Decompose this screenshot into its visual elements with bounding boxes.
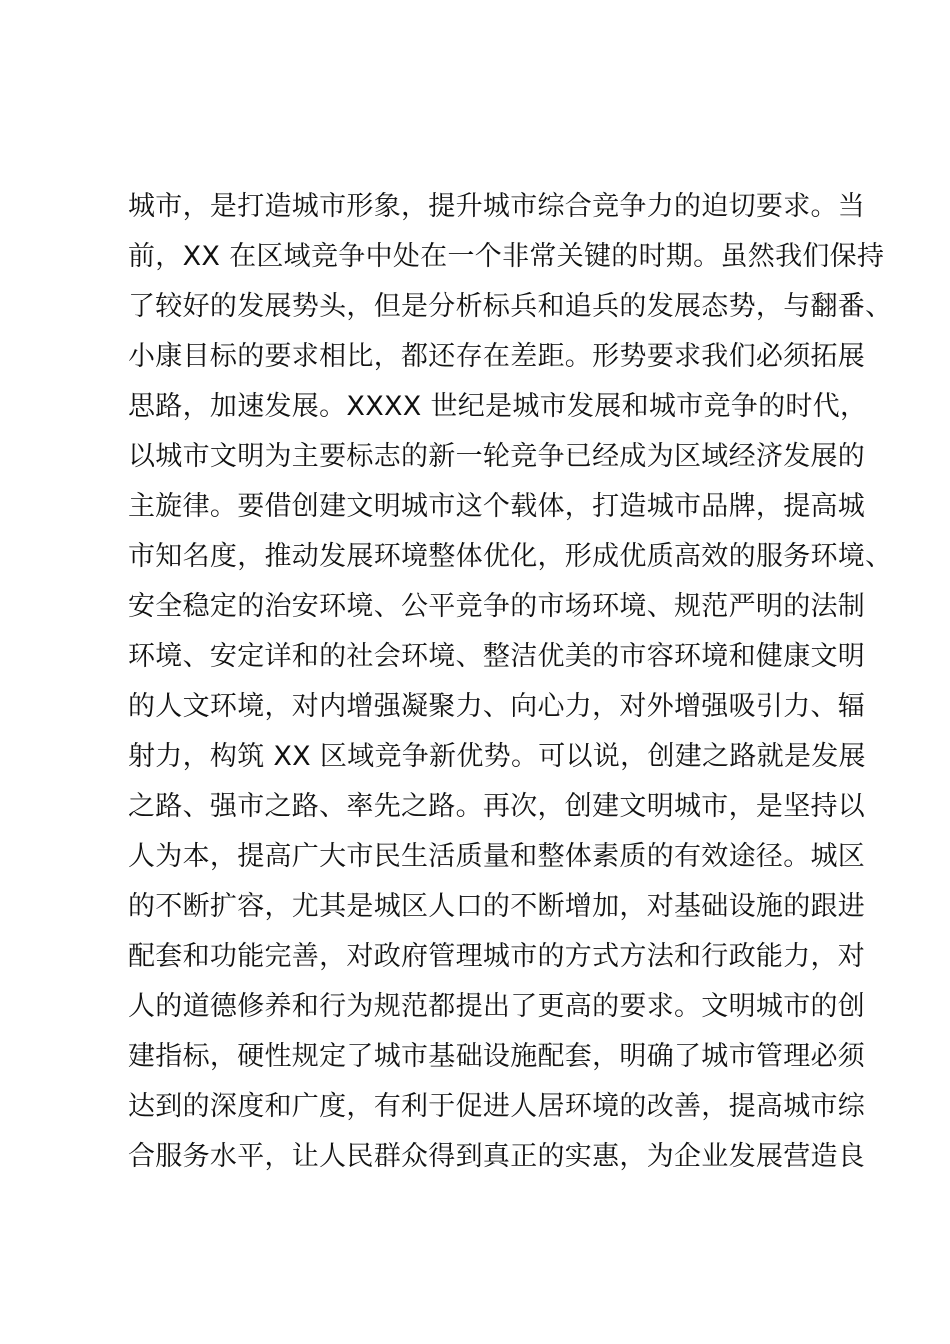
text-line: 配套和功能完善，对政府管理城市的方式方法和行政能力，对	[128, 941, 866, 972]
text-line: 思路，加速发展。XXXX 世纪是城市发展和城市竞争的时代，	[128, 391, 868, 422]
text-line: 城市，是打造城市形象，提升城市综合竞争力的迫切要求。当	[128, 191, 866, 222]
text-line: 以城市文明为主要标志的新一轮竞争已经成为区域经济发展的	[128, 441, 866, 472]
body-text	[128, 182, 893, 1182]
text-line: 建指标，硬性规定了城市基础设施配套，明确了城市管理必须	[128, 1041, 866, 1072]
text-line: 合服务水平，让人民群众得到真正的实惠，为企业发展营造良	[128, 1141, 866, 1172]
text-line: 安全稳定的治安环境、公平竞争的市场环境、规范严明的法制	[128, 591, 866, 622]
text-line: 了较好的发展势头，但是分析标兵和追兵的发展态势，与翻番、	[128, 291, 893, 322]
text-line: 的人文环境，对内增强凝聚力、向心力，对外增强吸引力、辐	[128, 691, 866, 722]
text-line: 小康目标的要求相比，都还存在差距。形势要求我们必须拓展	[128, 341, 866, 372]
text-line: 人为本，提高广大市民生活质量和整体素质的有效途径。城区	[128, 841, 866, 872]
text-line: 射力，构筑 XX 区域竞争新优势。可以说，创建之路就是发展	[128, 741, 866, 772]
text-line: 环境、安定详和的社会环境、整洁优美的市容环境和健康文明	[128, 641, 866, 672]
text-line: 前，XX 在区域竞争中处在一个非常关键的时期。虽然我们保持	[128, 241, 885, 272]
text-line: 之路、强市之路、率先之路。再次，创建文明城市，是坚持以	[128, 791, 866, 822]
text-line: 人的道德修养和行为规范都提出了更高的要求。文明城市的创	[128, 991, 866, 1022]
text-line: 达到的深度和广度，有利于促进人居环境的改善，提高城市综	[128, 1091, 866, 1122]
text-line: 市知名度，推动发展环境整体优化，形成优质高效的服务环境、	[128, 541, 893, 572]
text-line: 的不断扩容，尤其是城区人口的不断增加，对基础设施的跟进	[128, 891, 866, 922]
text-line: 主旋律。要借创建文明城市这个载体，打造城市品牌，提高城	[128, 491, 866, 522]
